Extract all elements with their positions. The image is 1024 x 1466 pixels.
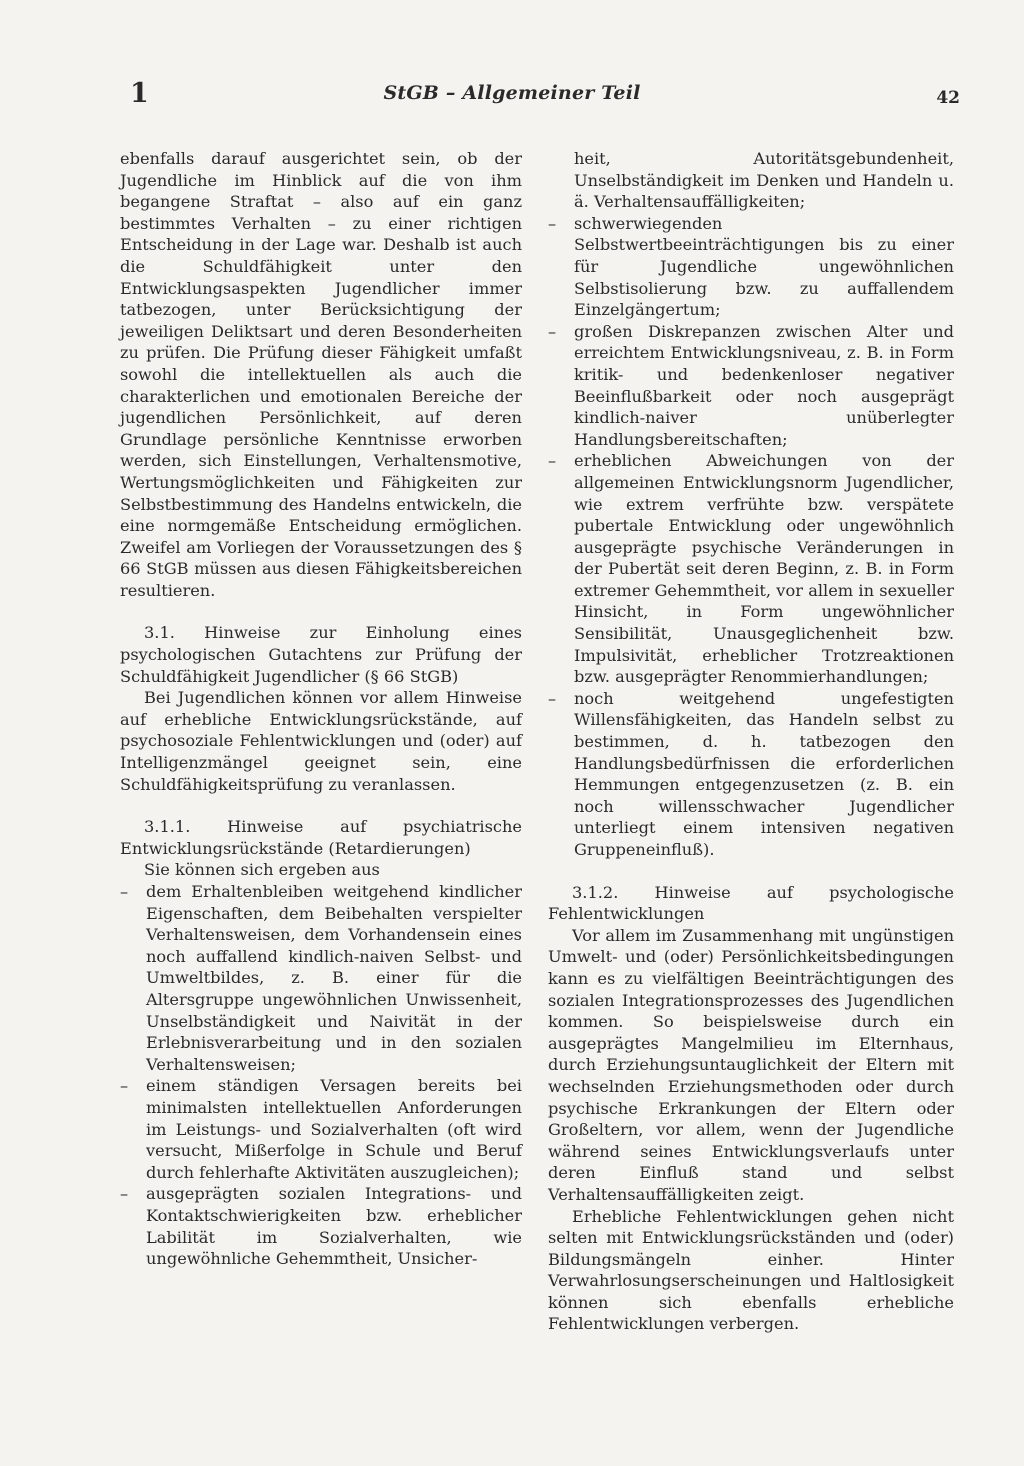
chapter-number: 1 bbox=[130, 78, 149, 109]
left-column bbox=[120, 148, 522, 1270]
list-item: – schwerwiegenden Selbstwertbeeinträchtigungen bis zu einer für Jugendliche ungewöhnlichen Selbstisolierung bzw. zu auffallendem Einzelgängertum; bbox=[548, 213, 954, 321]
list-item: – einem ständigen Versagen bereits bei minimalsten intellektuellen Anforderungen im Leistungs- und Sozialverhalten (oft wird versucht, Mißerfolge in Schule und Beruf durch fehlerhafte Aktivitäten auszugleichen); bbox=[120, 1075, 522, 1183]
dash-list bbox=[548, 213, 954, 861]
dash-list bbox=[120, 881, 522, 1270]
section-heading-3-1: 3.1. Hinweise zur Einholung eines psychologischen Gutachtens zur Prüfung der Schuldfähigkeit Jugendlicher (§ 66 StGB) bbox=[120, 623, 522, 686]
list-item: – großen Diskrepanzen zwischen Alter und erreichtem Entwicklungsniveau, z. B. in Form kritik- und bedenkenloser negativer Beeinflußbarkeit oder noch ausgeprägt kindlich-naiver unüberlegter Handlungsbereitschaften; bbox=[548, 321, 954, 451]
paragraph: Vor allem im Zusammenhang mit ungünstigen Umwelt- und (oder) Persönlichkeitsbedingungen kann es zu vielfältigen Beeinträchtigungen des sozialen Integrationsprozesses des Jugendlichen kommen. So beispielsweise durch ein ausgeprägtes Mangelmilieu im Elternhaus, durch Erziehungsuntauglichkeit der Eltern mit wechselnden Erziehungsmethoden oder durch psychische Erkrankungen der Eltern oder Großeltern, vor allem, wenn der Jugendliche während seines Entwicklungsverlaufs unter deren Einfluß stand und selbst Verhaltensauffälligkeiten zeigt. bbox=[548, 925, 954, 1204]
paragraph: ebenfalls darauf ausgerichtet sein, ob der Jugendliche im Hinblick auf die von ihm begangene Straftat – also auf ein ganz bestimmtes Verhalten – zu einer richtigen Entscheidung in der Lage war. Deshalb ist auch die Schuldfähigkeit unter den Entwicklungsaspekten Jugendlicher immer tatbezogen, unter Berücksichtigung der jeweiligen Deliktsart und deren Besonderheiten zu prüfen. Die Prüfung dieser Fähigkeit umfaßt sowohl die intellektuellen als auch die charakterlichen und emotionalen Bereiche der jugendlichen Persönlichkeit, auf deren Grundlage persönliche Kenntnisse erworben werden, sich Einstellungen, Verhaltensmotive, Wertungsmöglichkeiten und Fähigkeiten zur Selbstbestimmung des Handelns entwickeln, die eine normgemäße Entscheidung ermöglichen. Zweifel am Vorliegen der Voraussetzungen des § 66 StGB müssen aus diesen Fähigkeitsbereichen resultieren. bbox=[120, 149, 522, 600]
list-item: – noch weitgehend ungefestigten Willensfähigkeiten, das Handeln selbst zu bestimmen, d. h. tatbezogen den Handlungsbedürfnissen die erforderlichen Hemmungen entgegenzusetzen (z. B. ein noch willensschwacher Jugendlicher unterliegt einem intensiven negativen Gruppeneinfluß). bbox=[548, 688, 954, 861]
section-heading-3-1-2: 3.1.2. Hinweise auf psychologische Fehlentwicklungen bbox=[548, 882, 954, 924]
section-heading-3-1-1: 3.1.1. Hinweise auf psychiatrische Entwicklungsrückstände (Retardierungen) bbox=[120, 817, 522, 858]
list-item: – ausgeprägten sozialen Integrations- und Kontaktschwierigkeiten bzw. erheblicher Labilität im Sozialverhalten, wie ungewöhnliche Gehemmtheit, Unsicher- bbox=[120, 1183, 522, 1269]
list-item-continued: heit, Autoritätsgebundenheit, Unselbständigkeit im Denken und Handeln u. ä. Verhaltensauffälligkeiten; bbox=[574, 149, 954, 212]
page-header bbox=[0, 78, 1024, 118]
dash-list-continuation bbox=[548, 148, 954, 213]
right-column bbox=[548, 148, 954, 1335]
paragraph: Bei Jugendlichen können vor allem Hinweise auf erhebliche Entwicklungsrückstände, auf psychosoziale Fehlentwicklungen und (oder) auf Intelligenzmängel geeignet sein, eine Schuldfähigkeitsprüfung zu veranlassen. bbox=[120, 688, 522, 794]
paragraph: Erhebliche Fehlentwicklungen gehen nicht selten mit Entwicklungsrückständen und (oder) Bildungsmängeln einher. Hinter Verwahrlosungserscheinungen und Haltlosigkeit können sich ebenfalls erhebliche Fehlentwicklungen verbergen. bbox=[548, 1206, 954, 1334]
list-intro: Sie können sich ergeben aus bbox=[144, 860, 380, 880]
page-number: 42 bbox=[936, 88, 960, 108]
list-item: – erheblichen Abweichungen von der allgemeinen Entwicklungsnorm Jugendlicher, wie extrem verfrühte bzw. verspätete pubertale Entwicklung oder ungewöhnlich ausgeprägte psychische Veränderungen in der Pubertät seit deren Beginn, z. B. in Form extremer Gehemmtheit, vor allem in sexueller Hinsicht, in Form ungewöhnlicher Sensibilität, Unausgeglichenheit bzw. Impulsivität, erheblicher Trotzreaktionen bzw. ausgeprägter Renommierhandlungen; bbox=[548, 450, 954, 688]
list-item: – dem Erhaltenbleiben weitgehend kindlicher Eigenschaften, dem Beibehalten verspielter Verhaltensweisen, dem Vorhandensein eines noch auffallend kindlich-naiven Selbst- und Umweltbildes, z. B. einer für die Altersgruppe ungewöhnlichen Unwissenheit, Unselbständigkeit und Naivität in der Erlebnisverarbeitung und in den sozialen Verhaltensweisen; bbox=[120, 881, 522, 1075]
running-title: StGB – Allgemeiner Teil bbox=[383, 82, 641, 104]
